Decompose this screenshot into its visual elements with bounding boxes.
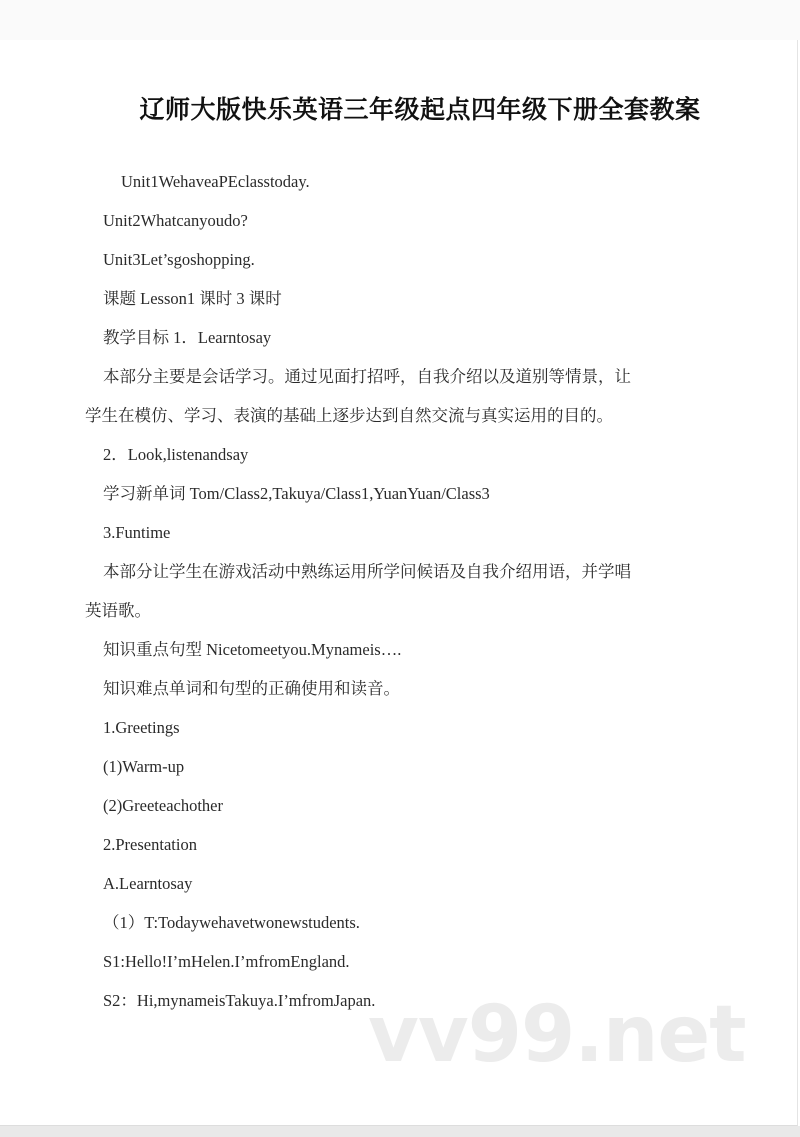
text-line: 英语歌。 bbox=[85, 601, 151, 620]
text-line: 本部分主要是会话学习。通过见面打招呼，自我介绍以及道别等情景，让 bbox=[103, 367, 631, 386]
text-line: Unit3Let’sgoshopping. bbox=[103, 250, 255, 269]
text-line: 知识重点句型 Nicetomeetyou.Mynameis…. bbox=[103, 640, 402, 659]
text-line: 教学目标 1．Learntosay bbox=[103, 328, 272, 347]
text-line: Unit2Whatcanyoudo? bbox=[103, 211, 248, 230]
viewer-top-band bbox=[0, 0, 800, 40]
text-line: 2．Look,listenandsay bbox=[103, 445, 249, 464]
text-line: S2：Hi,mynameisTakuya.I’mfromJapan. bbox=[103, 991, 376, 1010]
text-line: 1.Greetings bbox=[103, 718, 180, 737]
text-line: 2.Presentation bbox=[103, 835, 197, 854]
text-line: 知识难点单词和句型的正确使用和读音。 bbox=[103, 679, 400, 698]
document-title: 辽师大版快乐英语三年级起点四年级下册全套教案 bbox=[139, 95, 701, 124]
text-line: 本部分让学生在游戏活动中熟练运用所学问候语及自我介绍用语，并学唱 bbox=[103, 562, 631, 581]
text-line: 课题 Lesson1 课时 3 课时 bbox=[103, 289, 282, 308]
text-line: Unit1WehaveaPEclasstoday. bbox=[121, 172, 310, 191]
text-line: (1)Warm-up bbox=[103, 757, 185, 776]
text-line: A.Learntosay bbox=[103, 874, 193, 893]
watermark: vv99.net bbox=[368, 990, 746, 1080]
text-line: 学习新单词 Tom/Class2,Takuya/Class1,YuanYuan/Class3 bbox=[103, 484, 490, 503]
text-line: (2)Greeteachother bbox=[103, 796, 224, 815]
text-line: 3.Funtime bbox=[103, 523, 171, 542]
document-body bbox=[85, 162, 705, 1020]
text-line: （1）T:Todaywehavetwonewstudents. bbox=[103, 913, 360, 932]
text-line: S1:Hello!I’mHelen.I’mfromEngland. bbox=[103, 952, 350, 971]
viewer-bottom-band bbox=[0, 1126, 800, 1137]
text-line: 学生在模仿、学习、表演的基础上逐步达到自然交流与真实运用的目的。 bbox=[85, 406, 613, 425]
